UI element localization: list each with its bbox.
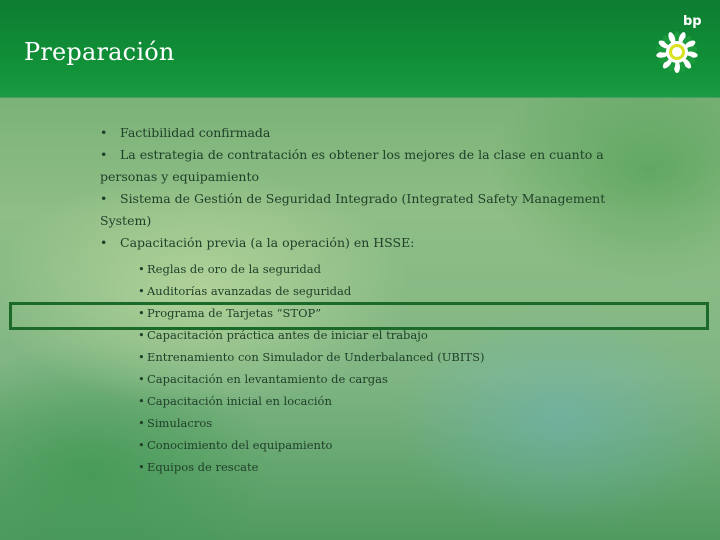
brand-wordmark: bp (683, 14, 702, 29)
slide-header (0, 0, 720, 98)
sub-bullet-item (138, 434, 620, 456)
sub-bullet-item (138, 368, 620, 390)
sub-bullet-text: Auditorías avanzadas de seguridad (147, 284, 352, 298)
sub-bullet-text: Capacitación inicial en locación (147, 394, 332, 408)
bullet-marker: • (100, 191, 108, 206)
bullet-text: Sistema de Gestión de Seguridad Integrado (Integrated Safety Management System) (100, 191, 606, 228)
bullet-item (100, 122, 620, 144)
slide-title: Preparación (24, 38, 175, 66)
bullet-item (100, 188, 620, 232)
bullet-text: Factibilidad confirmada (120, 125, 271, 140)
bullet-marker: • (138, 262, 145, 276)
bullet-marker: • (138, 306, 145, 320)
bullet-marker: • (100, 147, 108, 162)
sub-bullet-item (138, 390, 620, 412)
sub-bullet-item (138, 258, 620, 280)
sub-bullet-text: Capacitación práctica antes de iniciar el trabajo (147, 328, 428, 342)
sub-bullet-text: Equipos de rescate (147, 460, 259, 474)
highlight-box (9, 302, 709, 330)
bullet-marker: • (100, 125, 108, 140)
bullet-item (100, 144, 620, 188)
bullet-marker: • (138, 416, 145, 430)
sub-bullet-text: Simulacros (147, 416, 213, 430)
bullet-marker: • (138, 350, 145, 364)
bullet-marker: • (138, 460, 145, 474)
bullet-marker: • (138, 328, 145, 342)
sub-bullet-text: Programa de Tarjetas “STOP” (147, 306, 322, 320)
bullet-marker: • (138, 372, 145, 386)
sub-bullet-list (138, 258, 620, 478)
bp-helios-logo-icon (655, 30, 699, 74)
sub-bullet-text: Reglas de oro de la seguridad (147, 262, 321, 276)
sub-bullet-text: Entrenamiento con Simulador de Underbalanced (UBITS) (147, 350, 485, 364)
bullet-item (100, 232, 620, 254)
bullet-marker: • (138, 438, 145, 452)
bullet-marker: • (138, 284, 145, 298)
sub-bullet-text: Capacitación en levantamiento de cargas (147, 372, 388, 386)
sub-bullet-text: Conocimiento del equipamiento (147, 438, 333, 452)
bullet-marker: • (138, 394, 145, 408)
bullet-marker: • (100, 235, 108, 250)
sub-bullet-item (138, 346, 620, 368)
slide-content (100, 122, 620, 478)
sub-bullet-item (138, 456, 620, 478)
bullet-text: La estrategia de contratación es obtener los mejores de la clase en cuanto a personas y equipamiento (100, 147, 604, 184)
sub-bullet-item (138, 412, 620, 434)
bullet-text: Capacitación previa (a la operación) en HSSE: (120, 235, 415, 250)
sub-bullet-item (138, 280, 620, 302)
